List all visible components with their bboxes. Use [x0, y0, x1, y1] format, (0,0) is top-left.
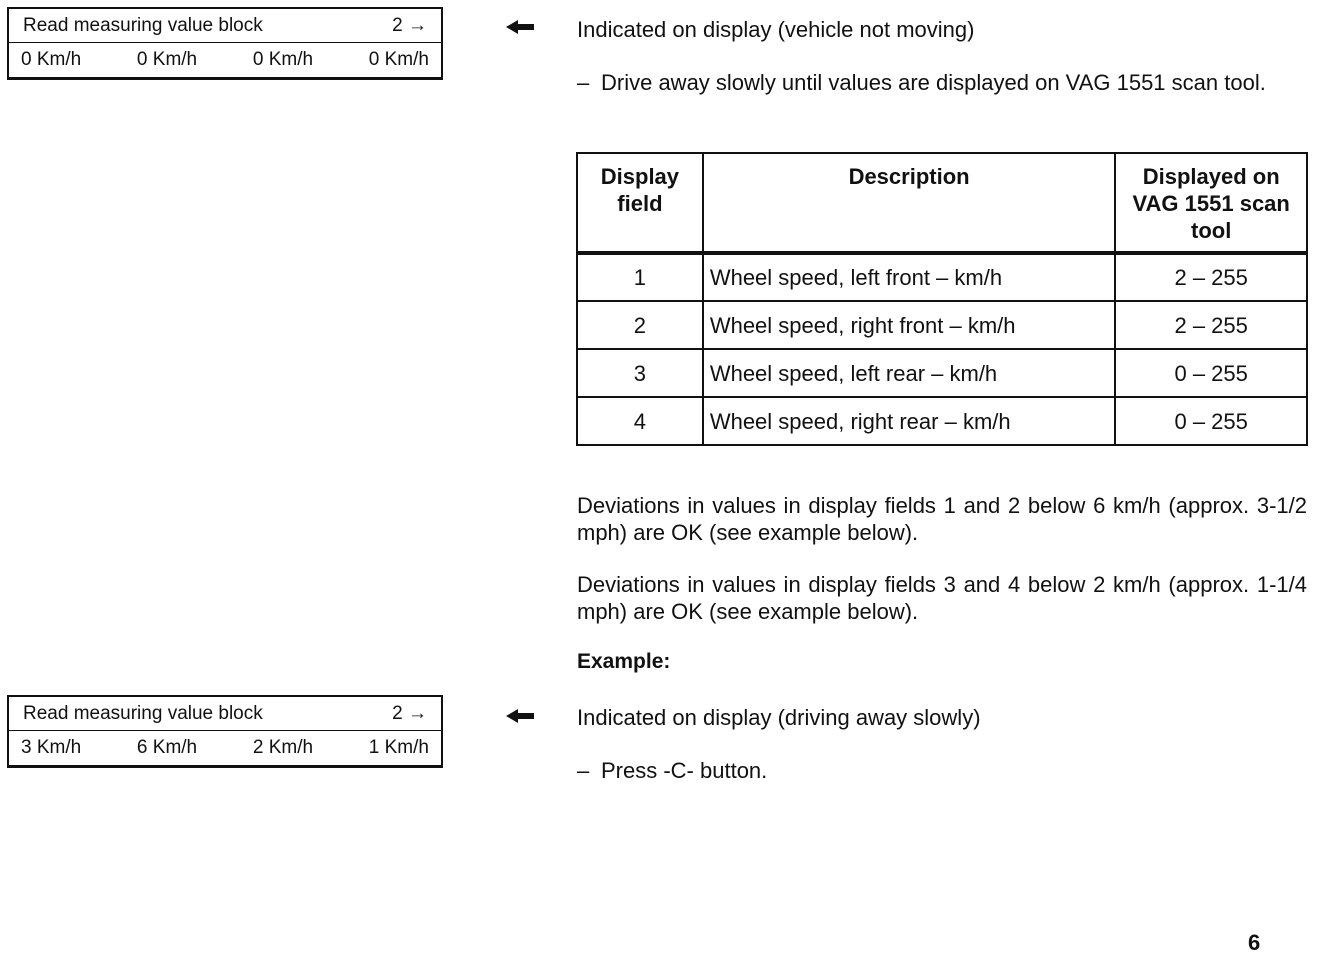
display-value-field-4: 1 Km/h	[368, 737, 429, 758]
cell-field: 2	[577, 301, 703, 349]
display-values-row	[9, 731, 441, 765]
header-description: Description	[703, 153, 1116, 253]
cell-description: Wheel speed, right front – km/h	[703, 301, 1116, 349]
cell-field: 3	[577, 349, 703, 397]
cell-range: 0 – 255	[1115, 349, 1307, 397]
dash-bullet: –	[577, 758, 590, 783]
display-box-driving-slowly	[7, 695, 443, 768]
display-header-row	[9, 9, 441, 43]
display-value-field-2: 6 Km/h	[136, 737, 198, 758]
table-row	[577, 253, 1307, 301]
step-drive-away	[577, 69, 1307, 96]
table-row	[577, 397, 1307, 445]
dash-bullet: –	[577, 70, 590, 95]
cell-range: 2 – 255	[1115, 301, 1307, 349]
display-value-field-3: 2 Km/h	[252, 737, 314, 758]
display-title: Read measuring value block	[23, 702, 263, 724]
cell-range: 2 – 255	[1115, 253, 1307, 301]
table-header-row	[577, 153, 1307, 253]
indicated-text-driving: Indicated on display (driving away slowly)	[577, 705, 981, 730]
example-heading: Example:	[577, 650, 671, 673]
display-group-number: 2 →	[392, 702, 427, 724]
display-title: Read measuring value block	[23, 14, 263, 36]
header-displayed-on: Displayed on VAG 1551 scan tool	[1115, 153, 1307, 253]
cell-field: 1	[577, 253, 703, 301]
deviation-paragraph-rear: Deviations in values in display fields 3 and 4 below 2 km/h (approx. 1-1/4 mph) are OK (see example below).	[577, 572, 1307, 624]
display-value-field-3: 0 Km/h	[252, 49, 314, 70]
display-value-field-1: 0 Km/h	[21, 49, 82, 70]
cell-description: Wheel speed, left rear – km/h	[703, 349, 1116, 397]
cell-description: Wheel speed, right rear – km/h	[703, 397, 1116, 445]
indicated-text-not-moving: Indicated on display (vehicle not moving)	[577, 17, 975, 42]
deviation-paragraph-front: Deviations in values in display fields 1 and 2 below 6 km/h (approx. 3-1/2 mph) are OK (see example below).	[577, 493, 1307, 545]
left-pointing-hand-arrow-icon	[506, 20, 534, 34]
display-values-row	[9, 43, 441, 77]
display-box-vehicle-not-moving	[7, 7, 443, 80]
cell-field: 4	[577, 397, 703, 445]
table-row	[577, 349, 1307, 397]
left-pointing-hand-arrow-icon	[506, 709, 534, 723]
step-text: Press -C- button.	[601, 758, 768, 783]
display-value-field-1: 3 Km/h	[21, 737, 82, 758]
table-row	[577, 301, 1307, 349]
header-display-field: Display field	[577, 153, 703, 253]
step-press-c	[577, 757, 1307, 784]
step-text: Drive away slowly until values are displayed on VAG 1551 scan tool.	[601, 70, 1266, 95]
display-field-table	[576, 152, 1308, 446]
display-header-row	[9, 697, 441, 731]
display-value-field-2: 0 Km/h	[136, 49, 198, 70]
page-number: 6	[1248, 930, 1261, 955]
display-group-number: 2 →	[392, 14, 427, 36]
cell-description: Wheel speed, left front – km/h	[703, 253, 1116, 301]
display-value-field-4: 0 Km/h	[368, 49, 429, 70]
cell-range: 0 – 255	[1115, 397, 1307, 445]
